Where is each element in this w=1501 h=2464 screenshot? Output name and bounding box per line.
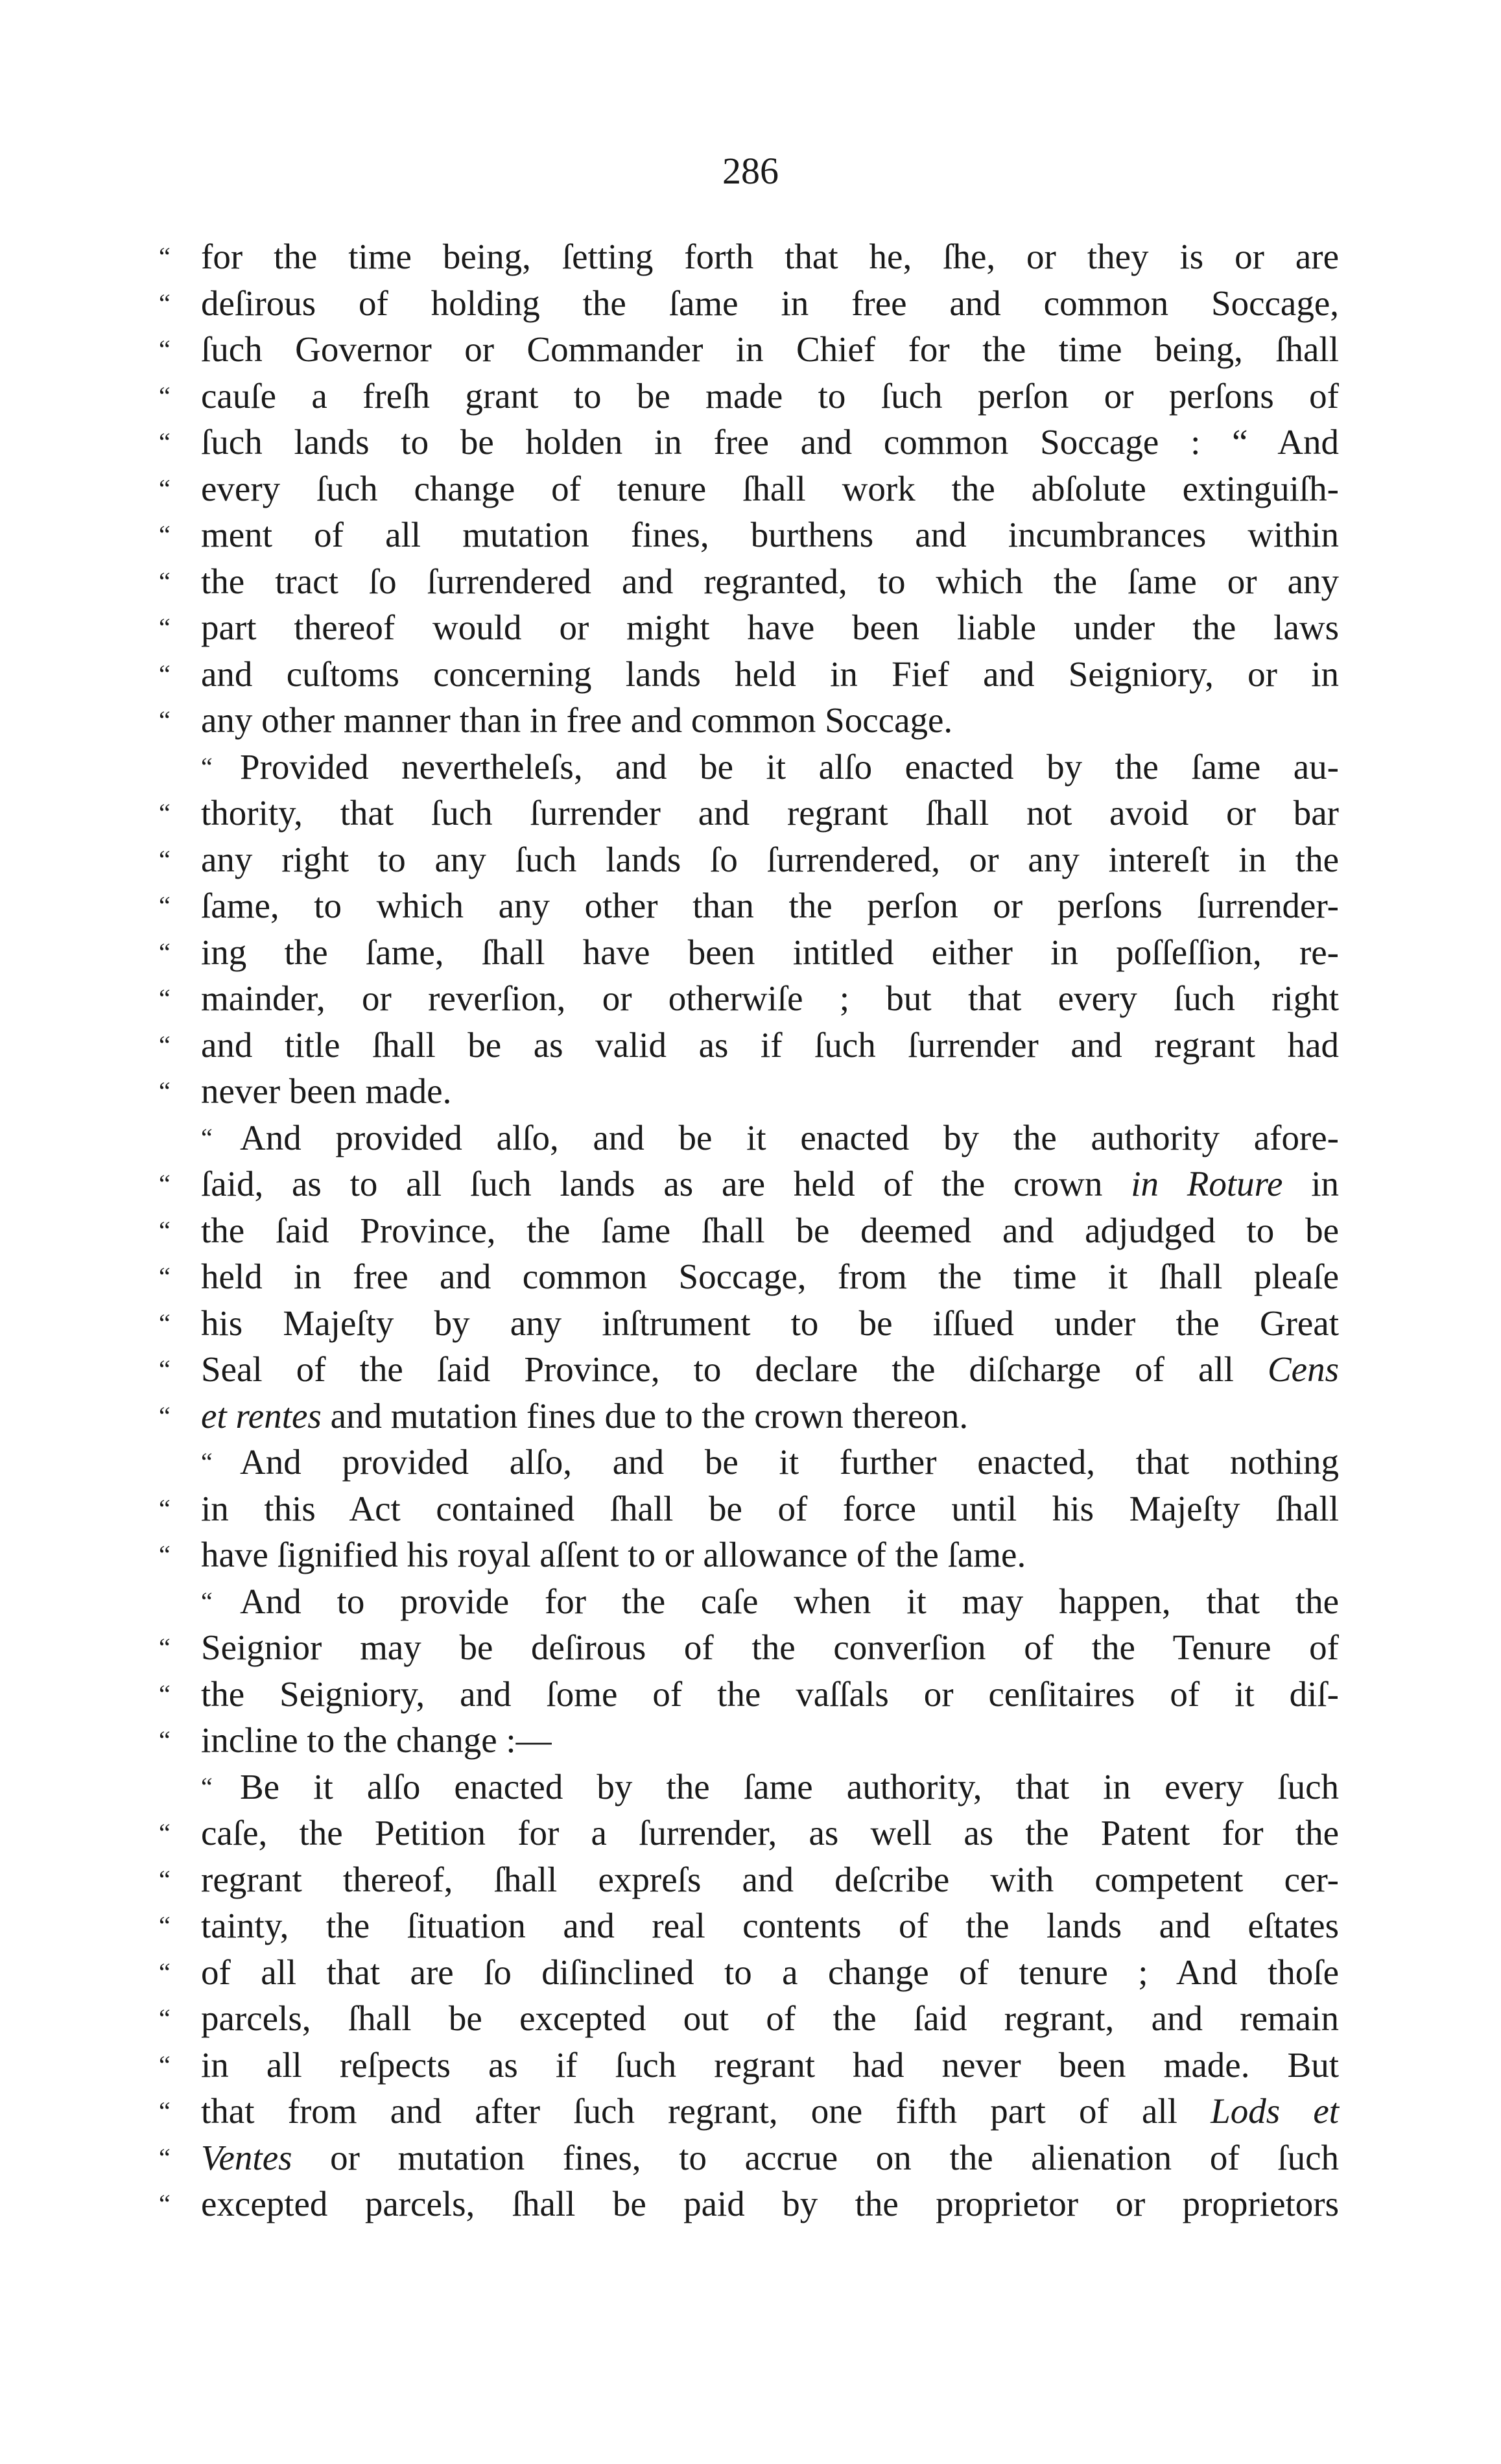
line-text: And provided alſo, and be it enacted by the authority afore- xyxy=(240,1117,1339,1157)
line-text: in all reſpects as if ſuch regrant had never been made. But xyxy=(201,2044,1339,2085)
text-line xyxy=(159,1578,1339,1625)
text-line xyxy=(159,1439,1339,1486)
line-text-post: and mutation fines due to the crown thereon. xyxy=(321,1395,969,1436)
quote-mark: “ xyxy=(159,1633,171,1662)
quote-mark: “ xyxy=(159,659,171,689)
quote-mark: “ xyxy=(159,1308,171,1338)
line-text: the Seigniory, and ſome of the vaſſals or cenſitaires of it diſ- xyxy=(201,1674,1339,1714)
line-text: ſame, to which any other than the perſon or perſons ſurrender- xyxy=(201,886,1339,925)
line-text: ſuch Governor or Commander in Chief for the time being, ſhall xyxy=(201,329,1339,369)
quote-mark: “ xyxy=(159,2142,171,2172)
body-text xyxy=(159,233,1339,2227)
line-text: excepted parcels, ſhall be paid by the proprietor or proprietors xyxy=(201,2184,1339,2223)
text-line xyxy=(159,929,1339,976)
italic-term: Lods et xyxy=(1211,2091,1340,2131)
quote-mark: “ xyxy=(159,566,171,596)
quote-mark: “ xyxy=(159,1725,171,1755)
text-line xyxy=(159,975,1339,1022)
quote-mark: “ xyxy=(159,473,171,503)
text-line xyxy=(159,744,1339,790)
quote-mark: “ xyxy=(159,288,171,318)
text-line xyxy=(159,1068,1339,1115)
line-text xyxy=(201,1161,1339,1207)
text-line xyxy=(159,1624,1339,1671)
line-text: any other manner than in free and common Soccage. xyxy=(201,700,953,740)
text-line xyxy=(159,1115,1339,1161)
italic-term: Ventes xyxy=(201,2137,292,2177)
line-text: thority, that ſuch ſurrender and regrant ſhall not avoid or bar xyxy=(201,793,1339,833)
line-text: in this Act contained ſhall be of force until his Majeſty ſhall xyxy=(201,1488,1339,1528)
line-text: have ſignified his royal aſſent to or allowance of the ſame. xyxy=(201,1535,1026,1574)
line-text: his Majeſty by any inſtrument to be iſſued under the Great xyxy=(201,1303,1339,1343)
quote-mark: “ xyxy=(159,1911,171,1940)
quote-mark: “ xyxy=(159,844,171,874)
line-text: every ſuch change of tenure ſhall work the abſolute extinguiſh- xyxy=(201,468,1339,508)
text-line xyxy=(159,1856,1339,1903)
text-line xyxy=(159,836,1339,883)
text-line xyxy=(159,1346,1339,1393)
quote-mark: “ xyxy=(159,798,171,827)
line-text: And provided alſo, and be it further enacted, that nothing xyxy=(240,1442,1339,1482)
italic-term: Cens xyxy=(1268,1349,1339,1389)
quote-mark: “ xyxy=(159,705,171,735)
text-line xyxy=(159,280,1339,327)
line-text-pre: that from and after ſuch regrant, one fifth part of all xyxy=(201,2091,1211,2131)
quote-mark: “ xyxy=(159,1076,171,1106)
line-text: ſuch lands to be holden in free and common Soccage : “ And xyxy=(201,422,1339,462)
quote-mark: “ xyxy=(159,984,171,1013)
line-text-post: or mutation fines, to accrue on the alienation of ſuch xyxy=(292,2137,1339,2177)
italic-term: in Roture xyxy=(1131,1164,1283,1203)
text-line xyxy=(159,1949,1339,1996)
line-text: the tract ſo ſurrendered and regranted, to which the ſame or any xyxy=(201,561,1339,601)
text-line xyxy=(159,790,1339,836)
quote-mark: “ xyxy=(159,1262,171,1291)
line-text-pre: ſaid, as to all ſuch lands as are held of the crown xyxy=(201,1164,1131,1203)
line-text: of all that are ſo diſinclined to a change of tenure ; And thoſe xyxy=(201,1952,1339,1992)
line-text: for the time being, ſetting forth that he, ſhe, or they is or are xyxy=(201,237,1339,276)
quote-mark: “ xyxy=(159,1493,171,1523)
italic-term: et rentes xyxy=(201,1395,322,1436)
quote-mark: “ xyxy=(159,2189,171,2218)
quote-mark: “ xyxy=(201,1586,213,1616)
line-text: ment of all mutation fines, burthens and incumbrances within xyxy=(201,515,1339,554)
quote-mark: “ xyxy=(201,752,213,781)
text-line xyxy=(159,1810,1339,1856)
line-text: cauſe a freſh grant to be made to ſuch perſon or perſons of xyxy=(201,375,1339,416)
quote-mark: “ xyxy=(159,1679,171,1709)
quote-mark: “ xyxy=(159,1818,171,1847)
line-text: regrant thereof, ſhall expreſs and deſcribe with competent cer- xyxy=(201,1859,1339,1899)
text-line xyxy=(159,2135,1339,2181)
page-number: 286 xyxy=(722,150,779,192)
text-line xyxy=(159,466,1339,512)
line-text xyxy=(201,1346,1339,1393)
line-text xyxy=(201,1393,1339,1439)
text-line xyxy=(159,1671,1339,1718)
line-text: the ſaid Province, the ſame ſhall be deemed and adjudged to be xyxy=(201,1210,1339,1250)
quote-mark: “ xyxy=(201,1122,213,1152)
text-line xyxy=(159,651,1339,698)
line-text: And to provide for the caſe when it may happen, that the xyxy=(240,1581,1339,1621)
quote-mark: “ xyxy=(159,937,171,967)
text-line xyxy=(159,1161,1339,1207)
line-text: tainty, the ſituation and real contents of the lands and eſtates xyxy=(201,1906,1339,1945)
quote-mark: “ xyxy=(201,1447,213,1476)
line-text: any right to any ſuch lands ſo ſurrendered, or any intereſt in the xyxy=(201,839,1339,879)
text-line xyxy=(159,1486,1339,1532)
text-line xyxy=(159,326,1339,373)
text-line xyxy=(159,1902,1339,1949)
quote-mark: “ xyxy=(159,1355,171,1384)
line-text: deſirous of holding the ſame in free and common Soccage, xyxy=(201,283,1339,323)
text-line xyxy=(159,512,1339,558)
text-line xyxy=(159,883,1339,929)
text-line xyxy=(159,697,1339,744)
line-text: incline to the change :— xyxy=(201,1720,552,1760)
line-text: Seignior may be deſirous of the converſion of the Tenure of xyxy=(201,1628,1339,1667)
quote-mark: “ xyxy=(159,381,171,410)
quote-mark: “ xyxy=(159,613,171,642)
text-line xyxy=(159,1393,1339,1439)
quote-mark: “ xyxy=(201,1771,213,1801)
quote-mark: “ xyxy=(159,2004,171,2033)
quote-mark: “ xyxy=(159,427,171,456)
quote-mark: “ xyxy=(159,1540,171,1569)
line-text-pre: Seal of the ſaid Province, to declare the diſcharge of all xyxy=(201,1349,1268,1389)
quote-mark: “ xyxy=(159,2096,171,2126)
quote-mark: “ xyxy=(159,2050,171,2079)
text-line xyxy=(159,1532,1339,1578)
text-line xyxy=(159,1717,1339,1764)
quote-mark: “ xyxy=(159,1864,171,1894)
quote-mark: “ xyxy=(159,335,171,364)
text-line xyxy=(159,558,1339,605)
text-line xyxy=(159,233,1339,280)
quote-mark: “ xyxy=(159,1030,171,1060)
line-text xyxy=(201,2135,1339,2181)
line-text: mainder, or reverſion, or otherwiſe ; but that every ſuch right xyxy=(201,978,1339,1018)
line-text xyxy=(201,2088,1339,2135)
line-text: caſe, the Petition for a ſurrender, as well as the Patent for the xyxy=(201,1813,1339,1853)
quote-mark: “ xyxy=(159,1401,171,1430)
quote-mark: “ xyxy=(159,891,171,920)
text-line xyxy=(159,1022,1339,1069)
line-text: and cuſtoms concerning lands held in Fief and Seigniory, or in xyxy=(201,654,1339,694)
line-text: parcels, ſhall be excepted out of the ſaid regrant, and remain xyxy=(201,1998,1339,2038)
text-line xyxy=(159,2181,1339,2227)
text-line xyxy=(159,2088,1339,2135)
quote-mark: “ xyxy=(159,1215,171,1245)
text-line xyxy=(159,1253,1339,1300)
text-line xyxy=(159,1764,1339,1810)
text-line xyxy=(159,2042,1339,2089)
line-text: and title ſhall be as valid as if ſuch ſurrender and regrant had xyxy=(201,1025,1339,1065)
text-line xyxy=(159,1995,1339,2042)
line-text-post: in xyxy=(1282,1164,1340,1203)
quote-mark: “ xyxy=(159,1957,171,1987)
line-text: held in free and common Soccage, from the time it ſhall pleaſe xyxy=(201,1257,1339,1296)
quote-mark: “ xyxy=(159,242,171,271)
quote-mark: “ xyxy=(159,520,171,549)
line-text: part thereof would or might have been liable under the laws xyxy=(201,608,1339,647)
line-text: never been made. xyxy=(201,1071,452,1111)
text-line xyxy=(159,1207,1339,1254)
quote-mark: “ xyxy=(159,1169,171,1198)
line-text: Provided nevertheleſs, and be it alſo enacted by the ſame au- xyxy=(240,746,1339,787)
line-text: Be it alſo enacted by the ſame authority, that in every ſuch xyxy=(240,1766,1339,1807)
line-text: ing the ſame, ſhall have been intitled either in poſſeſſion, re- xyxy=(201,932,1339,972)
text-line xyxy=(159,604,1339,651)
text-line xyxy=(159,373,1339,420)
text-line xyxy=(159,419,1339,466)
text-line xyxy=(159,1300,1339,1347)
